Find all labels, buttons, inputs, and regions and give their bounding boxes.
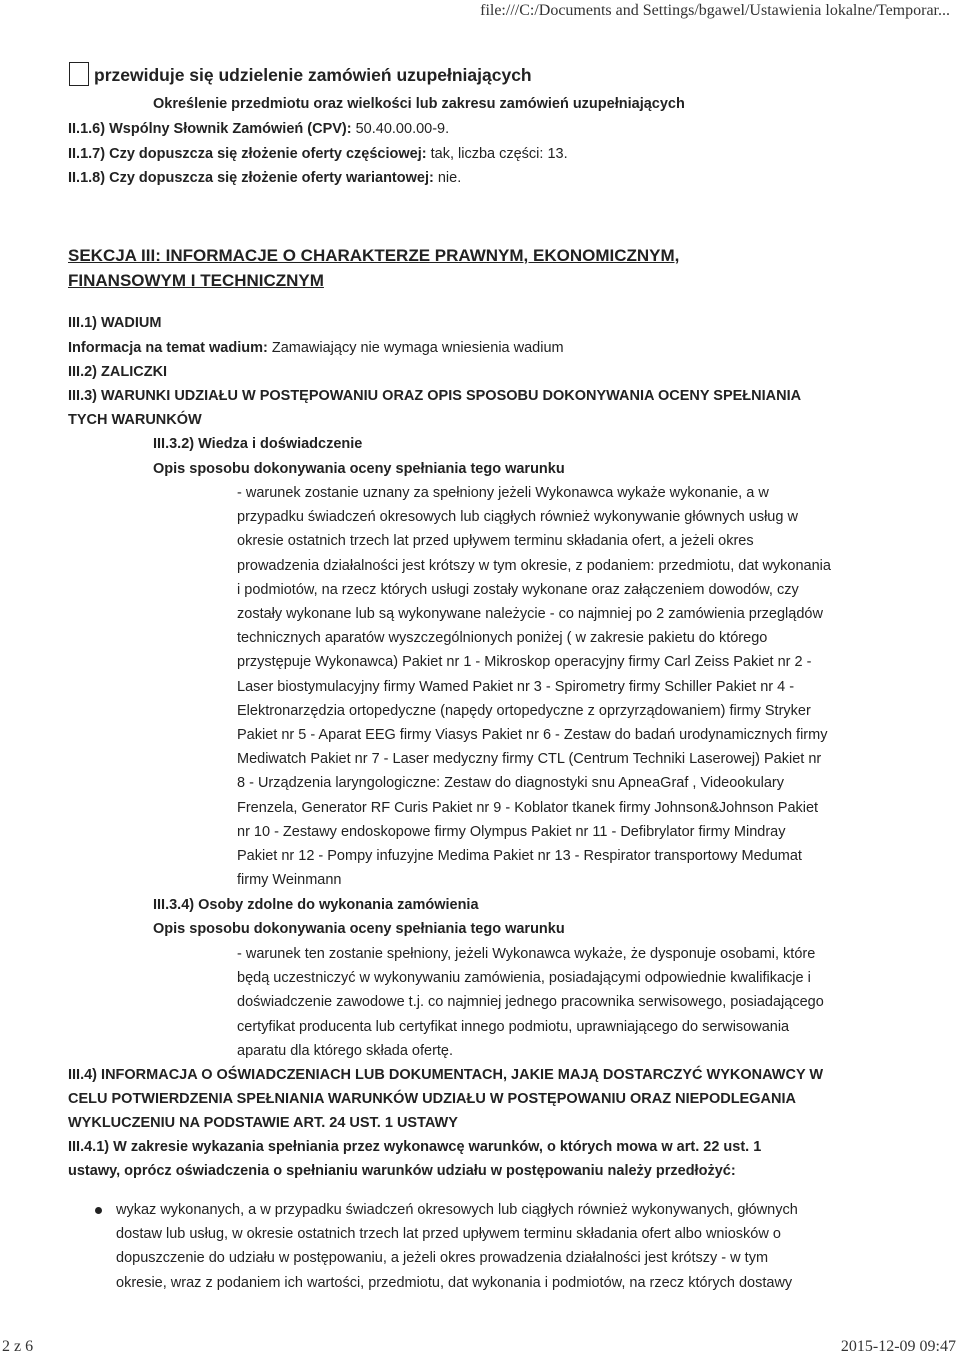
wiedza-line: firmy Weinmann [237,872,342,889]
section-title-line1: SEKCJA III: INFORMACJE O CHARAKTERZE PRAWNYM, EKONOMICZNYM, [68,246,680,265]
wiedza-line: przystępuje Wykonawca) Pakiet nr 1 - Mikroskop operacyjny firmy Carl Zeiss Pakiet nr 2 - [237,654,812,671]
warunki-heading-line1: III.3) WARUNKI UDZIAŁU W POSTĘPOWANIU ORAZ OPIS SPOSOBU DOKONYWANIA OCENY SPEŁNIANIA [68,388,802,404]
wiedza-line: zostały wykonane lub są wykonywane należycie - co najmniej po 2 zamówienia przeglądów [237,606,823,623]
bullet-line: wykaz wykonanych, a w przypadku świadczeń okresowych lub ciągłych również wykonywanych, głównych [116,1202,798,1218]
wiedza-line: Pakiet nr 12 - Pompy infuzyjne Medima Pakiet nr 13 - Respirator transportowy Medumat [237,848,802,865]
wadium-info-row [68,339,564,357]
bullet-line: dostaw lub usług, w okresie ostatnich trzech lat przed upływem terminu składania ofert albo wniosków o [116,1226,781,1243]
option-subtitle: Określenie przedmiotu oraz wielkości lub zakresu zamówień uzupełniających [153,96,685,112]
wadium-info-value: Zamawiający nie wymaga wniesienia wadium [267,340,564,356]
section-title-line2: FINANSOWYM I TECHNICZNYM [68,271,324,290]
osoby-line: certyfikat producenta lub certyfikat innego podmiotu, uprawniającego do serwisowania [237,1018,790,1035]
variant-offer-label: II.1.8) Czy dopuszcza się złożenie oferty wariantowej: [68,170,434,186]
wiedza-line: Laser biostymulacyjny firmy Wamed Pakiet nr 3 - Spirometry firmy Schiller Pakiet nr 4 - [237,678,795,695]
variant-offer-row [68,169,461,187]
wiedza-line: Pakiet nr 5 - Aparat EEG firmy Viasys Pakiet nr 6 - Zestaw do badań urodynamicznych firmy [237,727,828,744]
osoby-desc-label: Opis sposobu dokonywania oceny spełniania tego warunku [153,921,565,937]
warunki-heading-line2: TYCH WARUNKÓW [68,412,202,428]
wiedza-heading: III.3.2) Wiedza i doświadczenie [153,436,363,452]
bullet-line: okresie, wraz z podaniem ich wartości, przedmiotu, dat wykonania i podmiotów, na rzecz których dostawy [116,1274,793,1291]
browser-file-path: file:///C:/Documents and Settings/bgawel/Ustawienia lokalne/Temporar... [480,2,950,19]
bullet-dot [95,1207,102,1214]
variant-offer-value: nie. [433,170,462,186]
oswiadczenia-heading-line3: WYKLUCZENIU NA PODSTAWIE ART. 24 UST. 1 USTAWY [68,1115,458,1131]
wiedza-line: 8 - Urządzenia laryngologiczne: Zestaw do diagnostyki snu ApneaGraf , Videookulary [237,775,785,792]
page-number: 2 z 6 [2,1338,34,1355]
wiedza-line: - warunek zostanie uznany za spełniony jeżeli Wykonawca wykaże wykonanie, a w [237,485,769,501]
oswiadczenia-heading-line1: III.4) INFORMACJA O OŚWIADCZENIACH LUB DOKUMENTACH, JAKIE MAJĄ DOSTARCZYĆ WYKONAWCY W [68,1067,824,1083]
wadium-heading: III.1) WADIUM [68,315,162,331]
wiedza-line: okresie ostatnich trzech lat przed upływem terminu składania ofert, a jeżeli okres [237,533,754,550]
wadium-info-label: Informacja na temat wadium: [68,340,268,356]
print-datetime: 2015-12-09 09:47 [840,1338,956,1355]
wiedza-line: przypadku świadczeń okresowych lub ciągłych również wykonywanie głównych usług w [237,509,798,526]
bullet-item-text [116,1198,868,1295]
wiedza-line: Elektronarzędzia ortopedyczne (napędy ortopedyczne z oprzyrządowaniem) firmy Stryker [237,702,811,719]
wykaz-heading-line1: III.4.1) W zakresie wykazania spełniania przez wykonawcę warunków, o których mowa w art. 22 ust. 1 [68,1139,762,1155]
wiedza-line: i podmiotów, na rzecz których usługi zostały wykonane oraz załączeniem dowodów, czy [237,581,799,598]
osoby-description [237,942,897,1063]
wykaz-heading-line2: ustawy, oprócz oświadczenia o spełnianiu warunków udziału w postępowaniu należy przedłożyć: [68,1163,736,1179]
osoby-line: będą uczestniczyć w wykonywaniu zamówienia, posiadającymi odpowiednie kwalifikacje i [237,970,811,987]
partial-offer-label: II.1.7) Czy dopuszcza się złożenie oferty częściowej: [68,146,427,162]
wiedza-line: nr 10 - Zestawy endoskopowe firmy Olympus Pakiet nr 11 - Defibrylator firmy Mindray [237,823,786,840]
partial-offer-row [68,145,568,163]
wiedza-line: Mediwatch Pakiet nr 7 - Laser medyczny firmy CTL (Centrum Techniki Laserowej) Pakiet nr [237,751,822,768]
osoby-line: - warunek ten zostanie spełniony, jeżeli Wykonawca wykaże, że dysponuje osobami, które [237,946,816,962]
zaliczki-heading: III.2) ZALICZKI [68,364,168,380]
option-checkbox[interactable] [69,62,89,86]
wiedza-line: prowadzenia działalności jest krótszy w tym okresie, z podaniem: przedmiotu, dat wykonania [237,557,831,574]
cpv-label: II.1.6) Wspólny Słownik Zamówień (CPV): [68,121,352,137]
wiedza-desc-label: Opis sposobu dokonywania oceny spełniania tego warunku [153,461,565,477]
wiedza-description [237,481,897,892]
osoby-line: doświadczenie zawodowe t.j. co najmniej jednego pracownika serwisowego, posiadającego [237,994,824,1011]
partial-offer-value: tak, liczba części: 13. [426,146,568,162]
wiedza-line: Frenzela, Generator RF Curis Pakiet nr 9 - Koblator tkanek firmy Johnson&Johnson Pakiet [237,799,819,816]
oswiadczenia-heading-line2: CELU POTWIERDZENIA SPEŁNIANIA WARUNKÓW UDZIAŁU W POSTĘPOWANIU ORAZ NIEPODLEGANIA [68,1091,796,1107]
wiedza-line: technicznych aparatów wyszczególnionych poniżej ( w zakresie pakietu do którego [237,630,768,647]
cpv-row [68,120,449,138]
cpv-value: 50.40.00.00-9. [351,121,450,137]
bullet-line: dopuszczenie do udziału w postępowaniu, a jeżeli okres prowadzenia działalności jest krótszy - w tym [116,1250,769,1267]
option-label: przewiduje się udzielenie zamówień uzupełniających [94,65,532,85]
osoby-heading: III.3.4) Osoby zdolne do wykonania zamówienia [153,897,479,913]
osoby-line: aparatu dla którego składa ofertę. [237,1042,454,1059]
